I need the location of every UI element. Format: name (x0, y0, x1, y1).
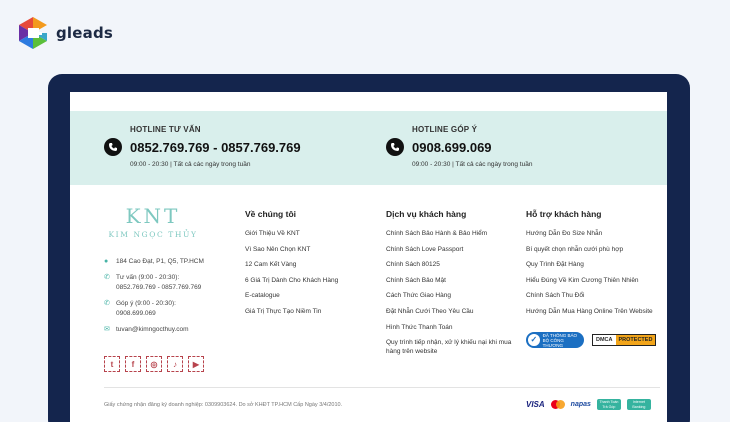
footer-link[interactable]: Bí quyết chọn nhẫn cưới phù hợp (526, 245, 624, 253)
footer-link[interactable]: Chính Sách 80125 (386, 261, 440, 269)
twitter-icon[interactable]: t (104, 356, 120, 372)
footer-link[interactable]: 6 Giá Trị Dành Cho Khách Hàng (245, 276, 339, 284)
knt-logo[interactable] (104, 204, 202, 239)
footer-link[interactable]: Hiểu Đúng Về Kim Cương Thiên Nhiên (526, 276, 639, 284)
dmca-badge[interactable] (592, 334, 656, 346)
footer-link[interactable]: Chính Sách Love Passport (386, 245, 464, 253)
phone-small-icon: ✆ (104, 300, 110, 307)
column-title: Về chúng tôi (245, 209, 296, 219)
mastercard-icon (551, 400, 565, 409)
gleads-brand[interactable] (16, 16, 113, 50)
bct-badge[interactable] (526, 332, 584, 348)
footer-link[interactable]: Chính Sách Bảo Mật (386, 276, 446, 284)
customer-service-column (386, 209, 516, 363)
footer-link[interactable]: Hướng Dẫn Đo Size Nhẫn (526, 230, 603, 237)
consult-label: Tư vấn (9:00 - 20:30): (116, 274, 180, 281)
column-title: Dịch vụ khách hàng (386, 209, 467, 219)
hotline-consult[interactable] (104, 125, 301, 168)
knt-logo-main: KNT (125, 204, 181, 228)
bct-line1: ĐÃ THÔNG BÁO (542, 332, 578, 338)
consult-numbers: 0852.769.769 - 0857.769.769 (116, 284, 202, 291)
address-item (104, 257, 224, 267)
footer-link[interactable]: Cách Thức Giao Hàng (386, 292, 451, 300)
gleads-brand-name: gleads (56, 24, 114, 42)
store-info (104, 204, 224, 341)
hotline-number[interactable]: 0908.699.069 (412, 139, 492, 155)
location-pin-icon: ● (104, 258, 109, 265)
footer-link[interactable]: Quy trình tiếp nhận, xử lý khiếu nại khi mua hàng trên website (386, 339, 512, 356)
hotline-feedback[interactable] (386, 125, 532, 168)
footer-link[interactable]: Vì Sao Nên Chọn KNT (245, 245, 311, 253)
about-column (245, 209, 375, 323)
email-text: tuvan@kimngocthuy.com (116, 326, 189, 333)
footer-link[interactable]: Hình Thức Thanh Toán (386, 323, 453, 331)
instagram-icon[interactable]: ◎ (146, 356, 162, 372)
footer-link[interactable]: Giới Thiệu Về KNT (245, 230, 300, 237)
hotline-band (70, 111, 667, 185)
feedback-item[interactable] (104, 299, 224, 319)
napas-logo: napas (570, 401, 591, 408)
trust-badges (526, 332, 656, 348)
footer-link[interactable]: Chính Sách Thu Đổi (526, 292, 585, 300)
phone-small-icon: ✆ (104, 274, 110, 281)
social-links (104, 356, 204, 372)
mail-icon: ✉ (104, 326, 110, 333)
phone-icon (386, 138, 404, 156)
visa-logo: VISA (526, 400, 545, 409)
phone-icon (104, 138, 122, 156)
dmca-protected-label: PROTECTED (616, 335, 656, 345)
footer-link[interactable]: Chính Sách Bảo Hành & Bảo Hiểm (386, 230, 488, 237)
knt-logo-sub: KIM NGỌC THỦY (108, 230, 198, 239)
customer-support-column (526, 209, 656, 323)
footer-link[interactable]: 12 Cam Kết Vàng (245, 261, 297, 269)
hotline-number[interactable]: 0852.769.769 - 0857.769.769 (130, 139, 301, 155)
footer-link[interactable]: Hướng Dẫn Mua Hàng Online Trên Website (526, 307, 653, 315)
internet-banking-badge: Internet Banking (627, 399, 651, 410)
installment-badge: Thanh Toán Trả Góp (597, 399, 621, 410)
hotline-label: HOTLINE TƯ VẤN (130, 125, 201, 134)
website-footer (70, 92, 667, 422)
check-icon: ✓ (528, 334, 540, 346)
facebook-icon[interactable]: f (125, 356, 141, 372)
email-item[interactable] (104, 325, 224, 335)
payment-methods (526, 399, 651, 410)
feedback-number: 0908.699.069 (116, 310, 156, 317)
footer-link[interactable]: E-catalogue (245, 292, 280, 300)
column-title: Hỗ trợ khách hàng (526, 209, 602, 219)
feedback-label: Góp ý (9:00 - 20:30): (116, 300, 176, 307)
footer-link[interactable]: Đặt Nhẫn Cưới Theo Yêu Cầu (386, 307, 474, 315)
bct-line2: BỘ CÔNG THƯƠNG (542, 337, 564, 348)
footer-link[interactable]: Quy Trình Đặt Hàng (526, 261, 584, 269)
youtube-icon[interactable]: ▶ (188, 356, 204, 372)
address-text: 184 Cao Đạt, P1, Q5, TP.HCM (116, 258, 204, 265)
hotline-hours: 09:00 - 20:30 | Tất cả các ngày trong tuần (412, 161, 533, 168)
footer-link[interactable]: Giá Trị Thực Tạo Niềm Tin (245, 307, 322, 315)
consult-item[interactable] (104, 273, 224, 293)
hotline-hours: 09:00 - 20:30 | Tất cả các ngày trong tuần (130, 161, 251, 168)
hotline-label: HOTLINE GÓP Ý (412, 125, 478, 134)
business-registration-text: Giấy chứng nhận đăng ký doanh nghiệp: 0309903624. Do sở KHĐT TP.HCM Cấp Ngày 3/4/2010. (104, 402, 343, 408)
gleads-logo-icon (16, 16, 50, 50)
dmca-label: DMCA (593, 335, 616, 345)
tiktok-icon[interactable]: ♪ (167, 356, 183, 372)
footer-divider (104, 387, 660, 388)
